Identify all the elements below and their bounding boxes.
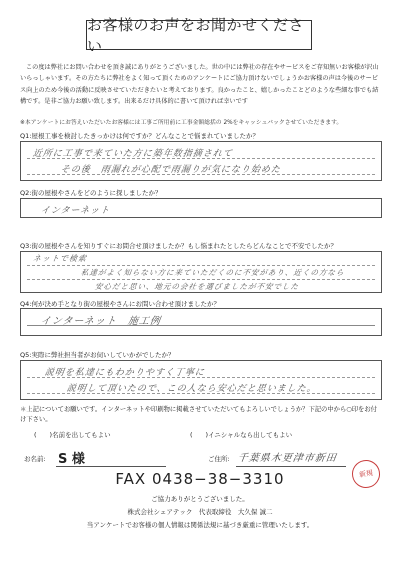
question-3-label: Q3:街の屋根やさんを知りすぐにお問合せ頂けましたか？もし悩まれたとしたらどんなことで不安でしたか？ bbox=[20, 242, 337, 250]
answer-line bbox=[27, 265, 375, 266]
answer-1-line-2: その後 雨漏れが心配で雨漏りが気になり始めた bbox=[60, 165, 282, 175]
address-underline bbox=[236, 466, 346, 467]
address-label: ご住所: bbox=[208, 455, 230, 463]
company-signature: 株式会社シェアテック 代表取締役 大久保 誠二 bbox=[127, 508, 273, 516]
answer-1-line-1: 近所に工事で来ていた方に築年数指摘されて bbox=[32, 149, 234, 159]
answer-3-line-2: 私達がよく知らない方に来ていただくのに不安があり、近くの方なら bbox=[80, 268, 346, 277]
question-2-label: Q2:街の屋根やさんをどのように探しましたか？ bbox=[20, 189, 162, 197]
privacy-note: 当アンケートでお客様の個人情報は関係法規に基づき厳重に管理いたします。 bbox=[86, 521, 314, 529]
answer-2-line-1: インターネット bbox=[40, 206, 111, 216]
answer-box-1 bbox=[20, 141, 382, 181]
answer-box-4 bbox=[20, 308, 382, 336]
consent-option-name[interactable]: ( )名前を出してもよい bbox=[34, 431, 111, 439]
answer-box-3 bbox=[20, 251, 382, 293]
answer-4-line-1: インターネット 施工例 bbox=[39, 316, 162, 327]
closing-thanks: ご協力ありがとうございました。 bbox=[151, 495, 249, 503]
fax-number: FAX 0438−38−3310 bbox=[115, 470, 285, 488]
name-underline bbox=[56, 466, 166, 467]
answer-3-line-3: 安心だと思い、地元の会社を選びましたが不安でした bbox=[94, 282, 300, 291]
intro-paragraph: この度は弊社にお問い合わせを頂き誠にありがとうございました。世の中には弊社の存在やサービスをご存知無いお客様が沢山いらっしゃいます。その方たちに弊社をよく知って頂くためのアンケートにご協力頂けないでしょうかお客様の声は今後のサービス向上のため今後の活動に反映させていただきたいと考えております。良かったこと、嬉しかったことどのような些細な事でも結構です。是非ご協力お願い致します。出来るだけ具体的に書いて頂ければ幸いです bbox=[20, 64, 379, 106]
answer-box-5 bbox=[20, 360, 382, 400]
answer-box-2 bbox=[20, 198, 382, 218]
question-4-label: Q4:何が決め手となり街の屋根やさんにお問い合わせ頂けましたか？ bbox=[20, 300, 220, 308]
consent-option-initial[interactable]: ( )イニシャルなら出してもよい bbox=[190, 431, 293, 439]
answer-3-line-1: ネットで検索 bbox=[32, 254, 88, 263]
question-5-label: Q5:実際に弊社担当者がお伺いしていかがでしたか？ bbox=[20, 351, 175, 359]
seal-stamp-text: 新規 bbox=[358, 468, 374, 480]
customer-name-label: お名前: bbox=[24, 455, 46, 463]
answer-5-line-2: 説明して頂いたので、この人なら安心だと思いました。 bbox=[66, 384, 318, 394]
customer-name-value: S 様 bbox=[58, 452, 85, 467]
question-1-label: Q1:屋根工事を検討したきっかけは何ですか？どんなことで悩まれていましたか？ bbox=[20, 132, 259, 140]
address-value: 千葉県木更津市新田 bbox=[236, 453, 338, 464]
cashback-note: ※本アンケートにお答えいただいたお客様には工事ご所用前に工事金額総括の 2%をキャッシュバックさせていただきます。 bbox=[20, 120, 343, 126]
form-title: お客様のお声をお聞かせください bbox=[86, 20, 312, 50]
answer-5-line-1: 説明を私達にもわかりやすく丁寧に bbox=[44, 368, 206, 378]
consent-question: ＊上記についてお願いです。インターネットや印刷物に掲載させていただいてもよろしいでしょうか？下記の中から○印をお付け下さい。 bbox=[20, 406, 377, 423]
answer-line bbox=[27, 279, 375, 280]
